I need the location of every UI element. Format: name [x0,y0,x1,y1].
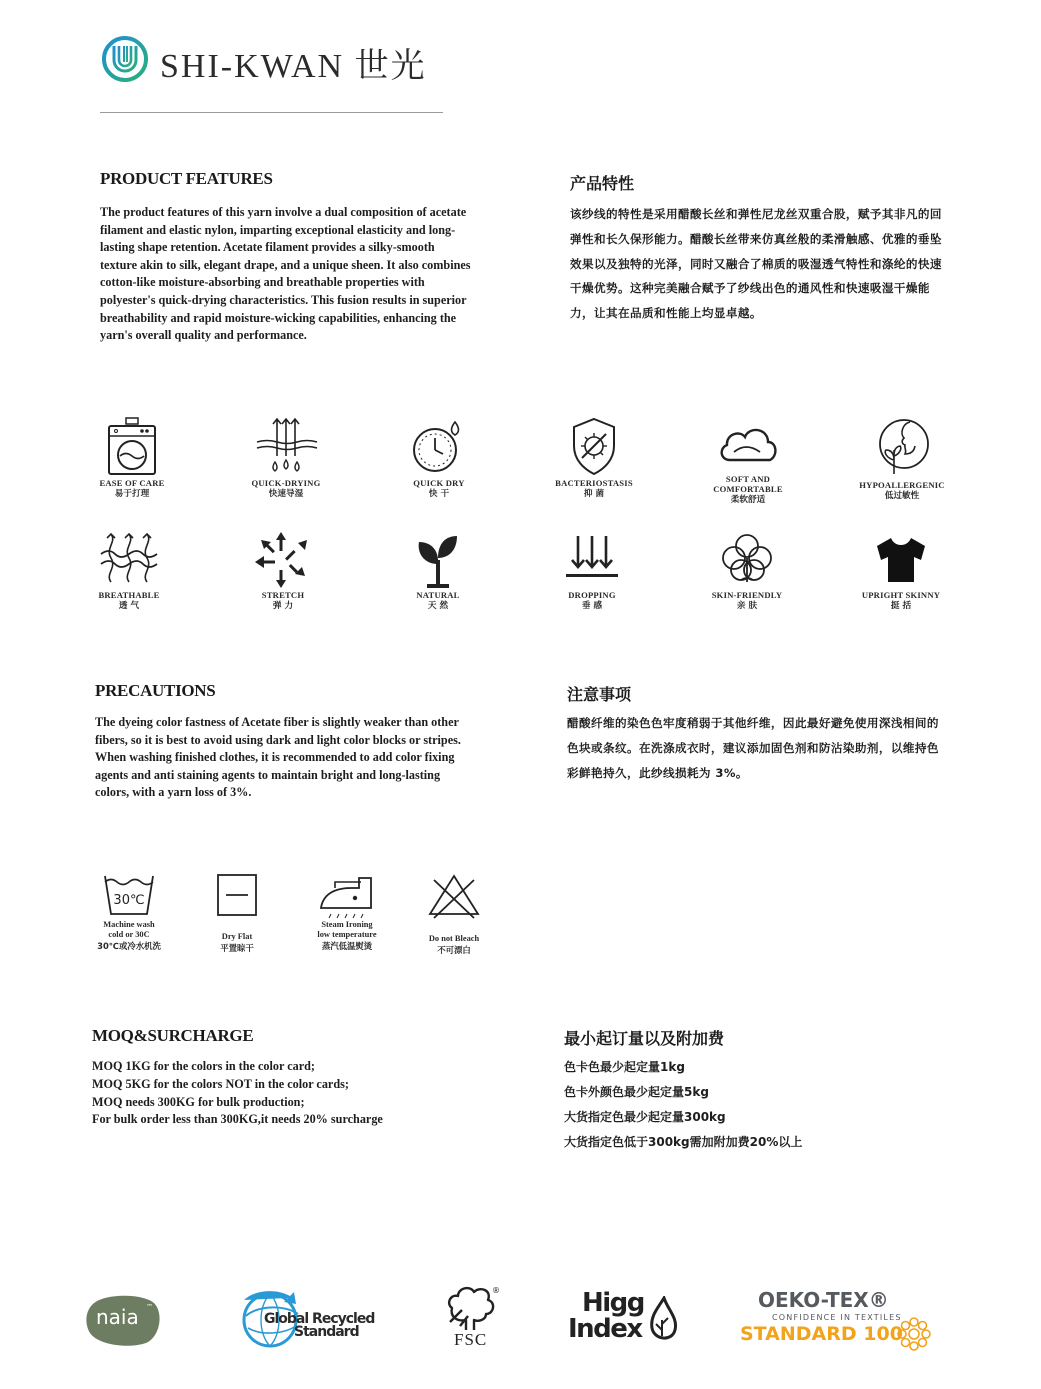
oeko-title: OEKO-TEX® [758,1288,889,1312]
feature-label-en: STRETCH [261,590,305,600]
naia-logo [84,1291,162,1347]
no-bleach-icon [426,872,482,920]
care-label-en: Machine wash cold or 30C [103,920,155,939]
moq-line-zh: 色卡色最少起定量1kg [564,1060,685,1074]
shikwan-logo-icon [100,36,150,82]
grs-title [264,1313,374,1339]
oeko-standard: STANDARD 100 [740,1323,903,1345]
feature-label-en: NATURAL [416,590,460,600]
features-title-en: PRODUCT FEATURES [100,169,273,188]
feature-dropping [527,530,657,612]
feature-label-en: QUICK-DRYING [251,478,321,488]
care-label-zh: 30℃或冷水机洗 [97,941,161,951]
feature-label-zh: 亲 肤 [736,601,758,611]
down-arrows-icon [562,530,622,590]
naia-text: naia [96,1305,139,1329]
grs-logo [236,1288,378,1350]
feature-label-zh: 快速导湿 [268,489,304,499]
timer-drop-icon [409,416,469,478]
feature-label-zh: 透 气 [118,601,140,611]
care-label-en: Dry Flat [221,932,253,941]
stretch-arrows-icon [253,530,313,590]
feature-label-en: BACTERIOSTASIS [555,478,633,488]
cloud-icon [716,422,780,468]
moq-line-zh: 色卡外颜色最少起定量5kg [564,1085,709,1099]
sprout-icon [413,530,463,590]
feature-label-zh: 挺 括 [890,601,912,611]
feature-label-zh: 垂 感 [581,601,603,611]
care-steam-ironing [292,870,402,952]
feature-label-en: SOFT AND COMFORTABLE [713,474,783,494]
feature-label-zh: 天 然 [427,601,449,611]
fsc-registered: ® [492,1286,500,1295]
feature-label-en: SKIN-FRIENDLY [711,590,783,600]
care-label-zh: 不可漂白 [437,945,471,955]
feature-quick-drying [221,416,351,500]
tshirt-icon [871,530,931,590]
feature-label-zh: 易于打理 [114,489,150,499]
wind-waves-icon [97,530,161,590]
moq-title-zh: 最小起订量以及附加费 [564,1029,725,1048]
feature-label-en: BREATHABLE [98,590,160,600]
feature-label-zh: 抑 菌 [583,489,605,499]
higg-line2: Index [568,1314,642,1344]
moq-line-en: MOQ needs 300KG for bulk production; [92,1094,305,1109]
header-divider [100,112,443,113]
feature-label-zh: 柔软舒适 [730,495,766,505]
dry-flat-icon [215,872,259,920]
feature-breathable [64,530,194,612]
care-do-not-bleach [399,872,509,956]
care-label-zh: 蒸汽低温熨烫 [321,941,373,951]
feature-label-zh: 弹 力 [272,601,294,611]
brand-name: SHI-KWAN 世光 [160,48,427,85]
precautions-text-en: The dyeing color fastness of Acetate fiber is slightly weaker than other fibers, so it is best to avoid using dark and light color blocks or stripes. When washing finished clothes, it is recommended to add color fixing agents and anti staining agents to maintain bright and long-lasting colors, with a yarn loss of 3%. [95,715,461,800]
steam-iron-icon [315,870,379,920]
feature-label-zh: 快 干 [428,489,450,499]
wash-temp-text: 30℃ [113,893,145,908]
oeko-flower-icon [896,1316,932,1352]
feature-upright-skinny [836,530,966,612]
shield-bacteria-icon [568,416,620,478]
feature-quick-dry [374,416,504,500]
care-label-en: Steam Ironing low temperature [317,920,377,939]
wash-30-icon [101,872,157,920]
moq-line-en: MOQ 5KG for the colors NOT in the color cards; [92,1076,349,1091]
features-text-zh: 该纱线的特性是采用醋酸长丝和弹性尼龙丝双重合股，赋予其非凡的回弹性和长久保形能力。醋酸长丝带来仿真丝般的柔滑触感、优雅的垂坠效果以及独特的光泽，同时又融合了棉质的吸湿透气特性和涤纶的快速干燥优势。这种完美融合赋予了纱线出色的通风性和快速吸湿干燥能力，让其在品质和性能上均显卓越。 [570,207,942,321]
feature-label-en: EASE OF CARE [99,478,165,488]
higg-index-logo [568,1288,680,1352]
feature-label-en: UPRIGHT SKINNY [861,590,941,600]
quick-drying-icon [253,416,319,478]
precautions-text-zh: 醋酸纤维的染色色牢度稍弱于其他纤维，因此最好避免使用深浅相间的色块或条纹。在洗涤成衣时，建议添加固色剂和防沾染助剂，以维持色彩鲜艳持久，此纱线损耗为 3%。 [567,716,939,780]
care-label-zh: 平置晾干 [220,943,254,953]
grs-line1: Global Recycled [264,1311,375,1327]
feature-hypoallergenic [837,414,967,502]
grs-line2: Standard [294,1324,359,1340]
features-text-en: The product features of this yarn involve a dual composition of acetate filament and elastic nylon, imparting exceptional elasticity and long-lasting shape retention. Acetate filament provides a silky-smooth texture akin to silk, elegant drape, and a unique sheen. It also combines cotton-like moisture-absorbing and breathable properties with polyester's quick-drying characteristics. This fusion results in superior breathability and rapid moisture-wicking capabilities, enhancing the yarn's overall quality and performance. [100,205,471,343]
precautions-title-zh: 注意事项 [567,685,632,704]
features-title-zh: 产品特性 [570,174,635,193]
moq-line-zh: 大货指定色最少起定量300kg [564,1110,726,1124]
feature-bacteriostasis [529,416,659,500]
naia-tm: ™ [146,1303,153,1311]
moq-list-en [92,1058,383,1129]
feature-skin-friendly [682,530,812,612]
fsc-text: FSC [454,1330,488,1349]
care-label-en: Do not Bleach [428,934,480,943]
oeko-tex-logo [738,1286,938,1356]
feature-natural [373,530,503,612]
feature-label-en: QUICK DRY [413,478,465,488]
moq-line-en: MOQ 1KG for the colors in the color card; [92,1059,315,1073]
fsc-logo [440,1286,502,1352]
moq-line-zh: 大货指定色低于300kg需加附加费20%以上 [564,1135,803,1149]
feature-soft-comfortable [683,422,813,506]
moq-line-en: For bulk order less than 300KG,it needs 20% surcharge [92,1112,383,1127]
face-leaf-icon [874,414,930,480]
feature-label-en: HYPOALLERGENIC [859,480,945,490]
care-machine-wash [74,872,184,952]
feature-label-en: DROPPING [568,590,616,600]
higg-line1: Higg [582,1288,644,1318]
feature-label-zh: 低过敏性 [884,491,920,501]
precautions-title-en: PRECAUTIONS [95,681,216,700]
feature-stretch [218,530,348,612]
washing-machine-icon [106,416,158,478]
cotton-icon [717,530,777,590]
moq-list-zh [564,1055,802,1155]
moq-title-en: MOQ&SURCHARGE [92,1026,254,1045]
feature-ease-of-care [67,416,197,500]
higg-flame-icon [648,1296,678,1346]
care-dry-flat [182,872,292,954]
oeko-subtitle: CONFIDENCE IN TEXTILES [772,1313,902,1322]
